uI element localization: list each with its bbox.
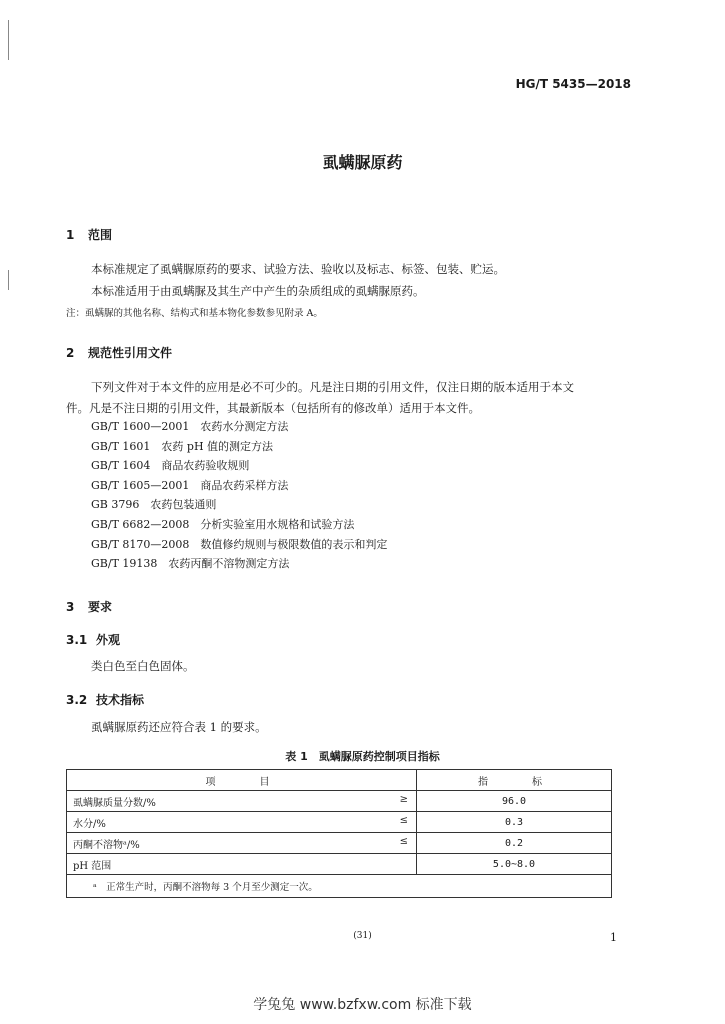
page-number-center: (31)	[353, 931, 372, 941]
section-number: 2	[66, 346, 75, 360]
subsection-title: 外观	[96, 633, 121, 647]
paragraph: 虱螨脲原药还应符合表 1 的要求。	[91, 720, 267, 734]
column-header-value: 指 标	[417, 770, 612, 791]
table-cell-value: 96.0	[417, 791, 612, 812]
reference-title: 商品农药验收规则	[161, 459, 250, 473]
section-title: 规范性引用文件	[88, 346, 173, 360]
subsection-title: 技术指标	[96, 693, 145, 707]
table-footnote: ᵃ 正常生产时，丙酮不溶物每 3 个月至少测定一次。	[67, 875, 612, 898]
item-label: 水分/%	[73, 818, 106, 830]
table-cell-item	[67, 854, 417, 875]
comparison-symbol: ≥	[399, 794, 408, 805]
scan-margin-mark	[8, 20, 9, 60]
reference-item	[91, 417, 387, 437]
comparison-symbol: ≤	[399, 836, 408, 847]
scan-margin-mark	[8, 270, 9, 290]
table-cell-item	[67, 791, 417, 812]
reference-code: GB/T 1604	[91, 459, 151, 473]
reference-item	[91, 495, 387, 515]
section-1-heading	[66, 226, 112, 243]
item-label: 虱螨脲质量分数/%	[73, 797, 156, 809]
page-number-right: 1	[610, 931, 617, 944]
reference-code: GB/T 1600—2001	[91, 420, 190, 433]
reference-title: 商品农药采样方法	[200, 478, 289, 492]
table-cell-value: 0.3	[417, 812, 612, 833]
item-label: pH 范围	[73, 860, 112, 872]
paragraph: 下列文件对于本文件的应用是必不可少的。凡是注日期的引用文件，仅注日期的版本适用于本文	[91, 380, 574, 394]
spec-table	[66, 769, 612, 898]
section-title: 范围	[88, 228, 113, 242]
item-label: 丙酮不溶物ᵃ/%	[73, 839, 140, 851]
reference-code: GB/T 8170—2008	[91, 537, 190, 551]
comparison-symbol: ≤	[399, 815, 408, 826]
reference-title: 数值修约规则与极限数值的表示和判定	[200, 537, 388, 551]
table-row	[67, 854, 612, 875]
table-cell-value: 0.2	[417, 833, 612, 854]
reference-code: GB/T 1605—2001	[91, 478, 190, 492]
reference-item	[91, 456, 387, 476]
note: 注：虱螨脲的其他名称、结构式和基本物化参数参见附录 A。	[66, 308, 323, 319]
section-title: 要求	[88, 600, 113, 614]
reference-title: 农药丙酮不溶物测定方法	[168, 557, 290, 571]
table-header-row	[67, 770, 612, 791]
paragraph: 件。凡是不注日期的引用文件，其最新版本（包括所有的修改单）适用于本文件。	[66, 401, 480, 415]
section-3-heading	[66, 598, 112, 615]
reference-code: GB/T 6682—2008	[91, 517, 190, 531]
reference-code: GB/T 19138	[91, 557, 158, 571]
watermark: 学兔兔 www.bzfxw.com 标准下载	[253, 997, 472, 1013]
section-number: 3	[66, 600, 75, 614]
subsection-3-1-heading	[66, 631, 120, 648]
reference-code: GB 3796	[91, 498, 140, 512]
reference-item	[91, 476, 387, 496]
reference-list	[91, 417, 387, 574]
reference-title: 分析实验室用水规格和试验方法	[200, 517, 355, 531]
table-row	[67, 812, 612, 833]
table-row	[67, 833, 612, 854]
document-title: 虱螨脲原药	[322, 153, 403, 172]
reference-title: 农药 pH 值的测定方法	[161, 439, 274, 453]
reference-title: 农药水分测定方法	[200, 420, 289, 433]
reference-code: GB/T 1601	[91, 439, 151, 453]
paragraph: 本标准规定了虱螨脲原药的要求、试验方法、验收以及标志、标签、包装、贮运。	[91, 262, 505, 276]
table-footnote-row	[67, 875, 612, 898]
reference-item	[91, 437, 387, 457]
standard-code: HG/T 5435—2018	[515, 77, 631, 91]
paragraph: 类白色至白色固体。	[91, 659, 195, 673]
table-cell-value: 5.0~8.0	[417, 854, 612, 875]
reference-item	[91, 515, 387, 535]
subsection-number: 3.1	[66, 633, 88, 647]
table-cell-item	[67, 812, 417, 833]
reference-item	[91, 554, 387, 574]
section-number: 1	[66, 228, 75, 242]
subsection-number: 3.2	[66, 693, 88, 707]
paragraph: 本标准适用于由虱螨脲及其生产中产生的杂质组成的虱螨脲原药。	[91, 284, 425, 298]
reference-title: 农药包装通则	[150, 498, 217, 512]
section-2-heading	[66, 344, 172, 361]
table-cell-item	[67, 833, 417, 854]
table-row	[67, 791, 612, 812]
table-caption: 表 1 虱螨脲原药控制项目指标	[285, 750, 440, 763]
column-header-item: 项 目	[67, 770, 417, 791]
subsection-3-2-heading	[66, 691, 144, 708]
reference-item	[91, 535, 387, 555]
